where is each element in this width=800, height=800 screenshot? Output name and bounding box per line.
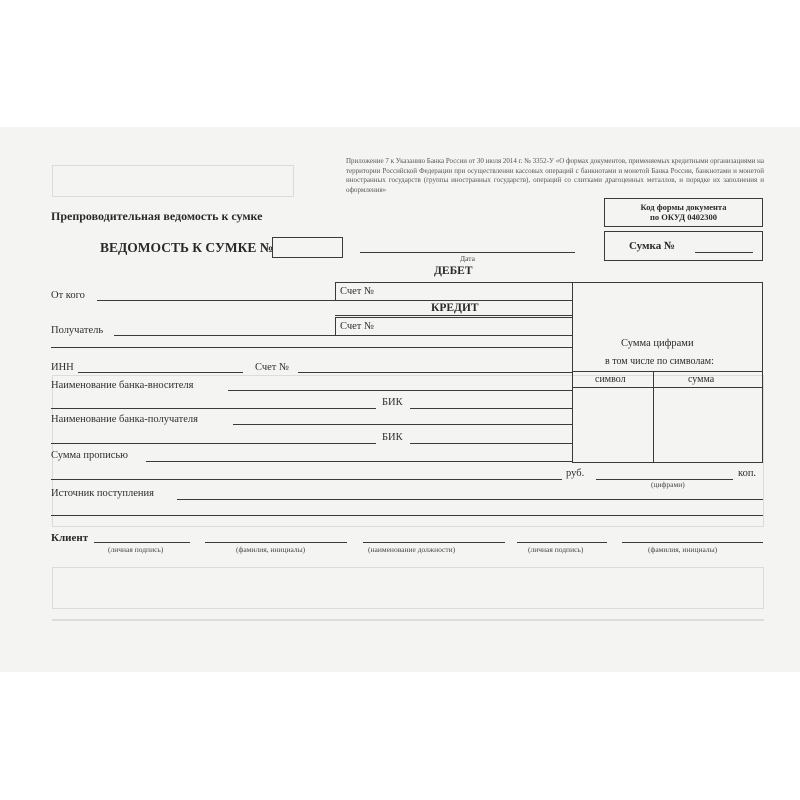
caption-signature-1: (личная подпись) [108,545,164,554]
digits-note: (цифрами) [651,480,685,489]
client-name-line[interactable] [205,542,347,543]
form-sheet [0,127,800,672]
name-line-2[interactable] [622,542,763,543]
account-label: Счет № [255,362,290,373]
debit-account-field[interactable] [335,282,573,301]
rub-label: руб. [566,468,585,479]
amount-box-title: Сумма цифрами [621,338,694,349]
caption-name-1: (фамилия, инициалы) [236,545,306,554]
amount-words-line[interactable] [146,461,572,462]
depositor-bank-line-2[interactable] [51,408,376,409]
debit-heading: ДЕБЕТ [434,265,473,277]
debit-account-label: Счет № [340,286,375,297]
inn-label: ИНН [51,362,74,373]
recipient-label: Получатель [51,325,104,336]
from-line[interactable] [97,300,337,301]
amount-words-label: Сумма прописью [51,450,129,461]
credit-heading: КРЕДИТ [431,302,479,314]
ghost-grid [52,165,294,197]
position-line[interactable] [363,542,505,543]
bag-number-label: Сумка № [629,240,675,252]
caption-name-2: (фамилия, инициалы) [648,545,718,554]
bik-label-2: БИК [382,432,403,443]
date-label: Дата [460,254,475,263]
amount-box [572,282,763,463]
statement-number-field[interactable] [272,237,343,258]
amount-box-subtitle: в том числе по символам: [605,356,714,367]
recipient-bank-line-2[interactable] [51,443,376,444]
ghost-grid [52,567,764,609]
amount-box-col-divider [653,371,654,462]
inn-line[interactable] [78,372,243,373]
source-line[interactable] [177,499,763,500]
caption-signature-2: (личная подпись) [528,545,584,554]
amount-words-line-2[interactable] [51,479,562,480]
recipient-bank-line[interactable] [233,424,572,425]
source-line-2[interactable] [51,515,763,516]
bik-line-1[interactable] [410,408,572,409]
date-line[interactable] [360,252,575,253]
bag-number-line [695,252,753,253]
amount-box-header-line [573,387,762,388]
col-symbol-header: символ [595,374,626,385]
caption-position: (наименование должности) [368,545,456,554]
amount-box-divider [573,371,762,372]
credit-account-label: Счет № [340,321,375,332]
depositor-bank-label: Наименование банка-вносителя [51,380,194,391]
separator-line [51,347,572,348]
bik-label-1: БИК [382,397,403,408]
account-line[interactable] [298,372,572,373]
kop-label: коп. [738,468,757,479]
bik-line-2[interactable] [410,443,572,444]
client-label: Клиент [51,532,89,544]
source-label: Источник поступления [51,488,154,499]
from-label: От кого [51,290,85,301]
col-sum-header: сумма [688,374,715,385]
form-code-line2: по ОКУД 0402300 [650,212,717,222]
recipient-bank-label: Наименование банка-получателя [51,414,198,425]
credit-heading-rule [335,315,573,316]
signature-line-2[interactable] [517,542,607,543]
form-title: ВЕДОМОСТЬ К СУМКЕ № [100,240,274,255]
depositor-bank-line[interactable] [228,390,572,391]
ghost-grid [52,619,764,621]
bag-number-box [604,231,763,261]
form-code-box [604,198,763,227]
client-signature-line[interactable] [94,542,190,543]
form-subtitle: Препроводительная ведомость к сумке [51,209,263,223]
form-code-line1: Код формы документа [640,202,727,212]
recipient-line[interactable] [114,335,336,336]
legal-note: Приложение 7 к Указанию Банка России от 30 июля 2014 г. № 3352-У «О формах документов, применяемых кредитными организациями на территории Российской Федерации при осуществлении кассовых операций с банкнотами и монетой Банка России, банкнотами и монетой иностранных государств (группы иностранных государств), операций со слитками драгоценных металлов, и порядке их заполнения и оформления» [346,157,764,194]
credit-account-field[interactable] [335,317,573,336]
